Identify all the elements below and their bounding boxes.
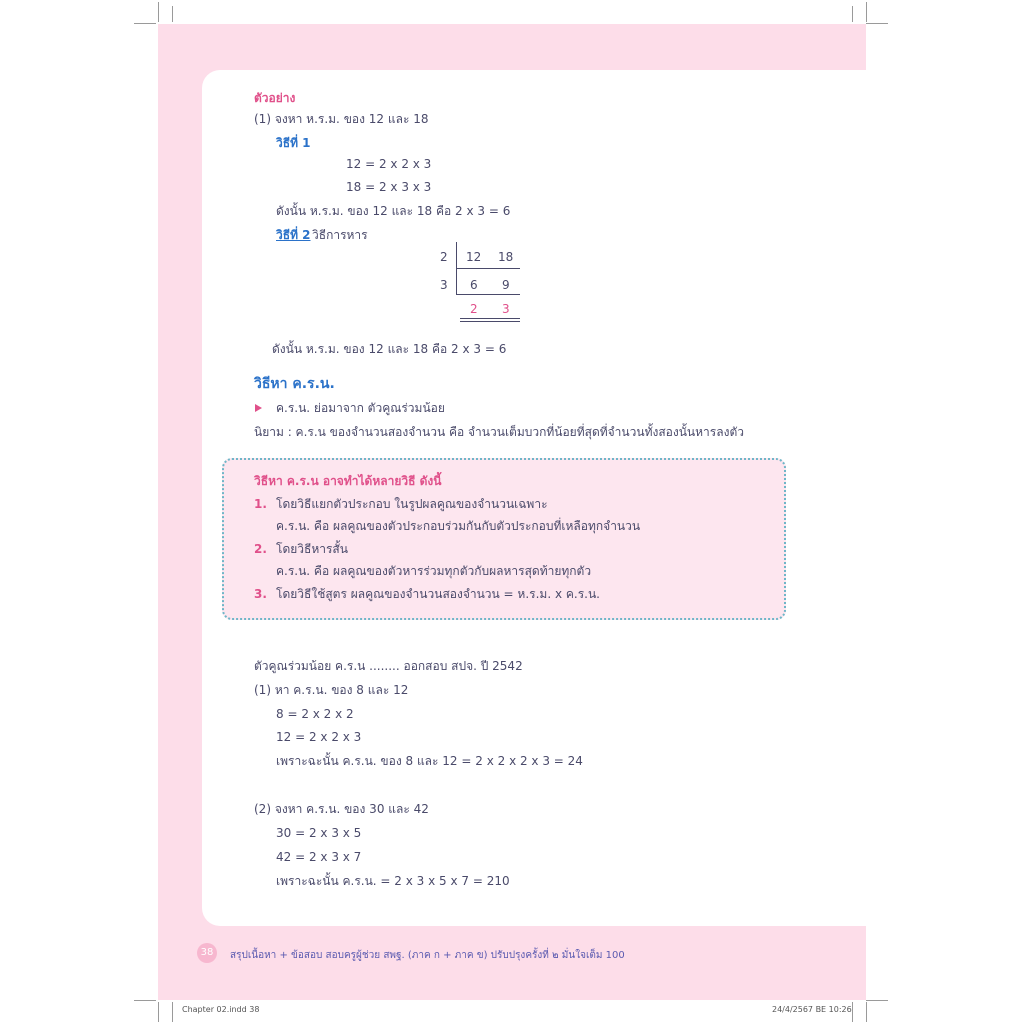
- lcm-definition: นิยาม : ค.ร.น ของจำนวนสองจำนวน คือ จำนวนเต็มบวกที่น้อยที่สุดที่จำนวนทั้งสองนั้นหารลงตัว: [254, 425, 744, 439]
- dividend-18: 18: [498, 250, 514, 264]
- methods-box-title: วิธีหา ค.ร.น อาจทำได้หลายวิธี ดังนี้: [254, 474, 442, 488]
- exam-p2-eq2: 42 = 2 x 3 x 7: [276, 850, 362, 864]
- method-1-label: วิธีที่ 1: [276, 136, 311, 150]
- crop-mark: [852, 6, 853, 22]
- equation-2: 18 = 2 x 3 x 3: [346, 180, 432, 194]
- division-bar: [456, 270, 457, 294]
- exam-problem-2: (2) จงหา ค.ร.น. ของ 30 และ 42: [254, 802, 429, 816]
- method-item-2-detail: ค.ร.น. คือ ผลคูณของตัวหารร่วมทุกตัวกับผลหารสุดท้ายทุกตัว: [276, 564, 592, 578]
- conclusion-1: ดังนั้น ห.ร.ม. ของ 12 และ 18 คือ 2 x 3 = 6: [276, 204, 511, 218]
- exam-heading: ตัวคูณร่วมน้อย ค.ร.น ........ ออกสอบ สปจ. ปี 2542: [254, 659, 523, 673]
- crop-mark: [866, 1002, 867, 1022]
- method-item-2: โดยวิธีหารสั้น: [276, 542, 348, 556]
- crop-mark: [866, 23, 888, 24]
- bullet-arrow-icon: [255, 404, 262, 412]
- result-3: 3: [502, 302, 510, 316]
- equation-1: 12 = 2 x 2 x 3: [346, 157, 432, 171]
- crop-mark: [172, 6, 173, 22]
- crop-mark: [158, 2, 159, 22]
- quotient-6: 6: [470, 278, 478, 292]
- exam-p1-answer: เพราะฉะนั้น ค.ร.น. ของ 8 และ 12 = 2 x 2 x 2 x 3 = 24: [276, 754, 583, 768]
- result-2: 2: [470, 302, 478, 316]
- quotient-9: 9: [502, 278, 510, 292]
- crop-mark: [866, 2, 867, 22]
- slug-timestamp: 24/4/2567 BE 10:26: [772, 1005, 852, 1014]
- division-bar: [456, 268, 520, 269]
- slug-file-info: Chapter 02.indd 38: [182, 1005, 260, 1014]
- exam-p2-answer: เพราะฉะนั้น ค.ร.น. = 2 x 3 x 5 x 7 = 210: [276, 874, 510, 888]
- exam-p1-eq2: 12 = 2 x 2 x 3: [276, 730, 362, 744]
- method-item-1-detail: ค.ร.น. คือ ผลคูณของตัวประกอบร่วมกันกับตัวประกอบที่เหลือทุกจำนวน: [276, 519, 641, 533]
- method-2-text: วิธีการหาร: [312, 228, 368, 242]
- divisor-2: 3: [440, 278, 448, 292]
- crop-mark: [134, 1000, 156, 1001]
- divisor-1: 2: [440, 250, 448, 264]
- problem-1: (1) จงหา ห.ร.ม. ของ 12 และ 18: [254, 112, 429, 126]
- crop-mark: [134, 23, 156, 24]
- method-number: 1.: [254, 497, 267, 511]
- method-item-1: โดยวิธีแยกตัวประกอบ ในรูปผลคูณของจำนวนเฉพาะ: [276, 497, 548, 511]
- exam-p1-eq1: 8 = 2 x 2 x 2: [276, 707, 354, 721]
- lcm-bullet: ค.ร.น. ย่อมาจาก ตัวคูณร่วมน้อย: [276, 401, 445, 415]
- page-number: 38: [197, 943, 217, 963]
- exam-problem-1: (1) หา ค.ร.น. ของ 8 และ 12: [254, 683, 409, 697]
- example-heading: ตัวอย่าง: [254, 91, 296, 105]
- division-bar: [456, 294, 520, 295]
- dividend-12: 12: [466, 250, 482, 264]
- method-number: 3.: [254, 587, 267, 601]
- crop-mark: [866, 1000, 888, 1001]
- footer-title: สรุปเนื้อหา + ข้อสอบ สอบครูผู้ช่วย สพฐ. (ภาค ก + ภาค ข) ปรับปรุงครั้งที่ ๒ มั่นใจเต็ม 100: [230, 950, 625, 961]
- exam-p2-eq1: 30 = 2 x 3 x 5: [276, 826, 362, 840]
- lcm-heading: วิธีหา ค.ร.น.: [254, 376, 335, 392]
- crop-mark: [172, 1002, 173, 1022]
- crop-mark: [852, 1002, 853, 1022]
- result-underline: [460, 318, 520, 319]
- conclusion-2: ดังนั้น ห.ร.ม. ของ 12 และ 18 คือ 2 x 3 = 6: [272, 342, 507, 356]
- method-number: 2.: [254, 542, 267, 556]
- result-underline: [460, 321, 520, 322]
- method-item-3: โดยวิธีใช้สูตร ผลคูณของจำนวนสองจำนวน = ห.ร.ม. x ค.ร.น.: [276, 587, 600, 601]
- crop-mark: [158, 1002, 159, 1022]
- method-2-label: วิธีที่ 2: [276, 228, 311, 242]
- division-bar: [456, 242, 457, 270]
